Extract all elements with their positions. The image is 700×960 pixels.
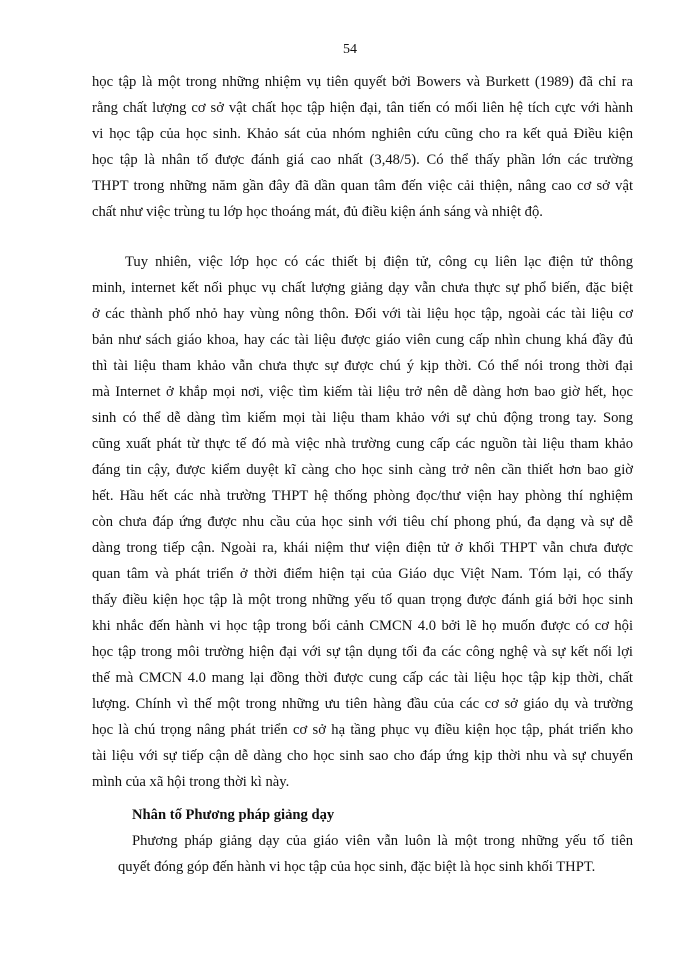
text-line: lượng. Chính vì thế một trong những ưu tiên hàng đầu của các cơ sở giáo dụ và trường — [92, 696, 633, 712]
text-line: thấy điều kiện học tập là một trong những yếu tố quan trọng được đánh giá bởi học sinh — [92, 592, 633, 608]
text-line: minh, internet kết nối phục vụ chất lượng giảng dạy vẫn chưa thực sự phổ biến, đặc biệt — [92, 280, 633, 296]
text-line: dàng trong tiếp cận. Ngoài ra, khái niệm thư viện điện tử ở khối THPT vẫn chưa được — [92, 540, 633, 556]
text-line: còn chưa đáp ứng được nhu cầu của học sinh với tiêu chí phong phú, đa dạng và sự dễ — [92, 514, 633, 530]
text-line: học là chú trọng nâng phát triển cơ sở hạ tầng phục vụ điều kiện học tập, phát triển kho — [92, 722, 633, 738]
text-line: quyết đóng góp đến hành vi học tập của học sinh, đặc biệt là học sinh khối THPT. — [118, 859, 596, 875]
text-line: học tập là một trong những nhiệm vụ tiên quyết bởi Bowers và Burkett (1989) đã chỉ ra — [92, 74, 633, 90]
text-line: khi nhắc đến hành vi học tập trong bối cảnh CMCN 4.0 bởi lẽ họ muốn được có cơ hội — [92, 618, 633, 634]
text-line: thế mà CMCN 4.0 mang lại đồng thời được cung cấp các tài liệu học tập kịp thời, chất — [92, 670, 633, 686]
text-line: cũng xuất phát từ thực tế đó mà việc nhà trường cung cấp các nguồn tài liệu tham khảo — [92, 436, 633, 452]
text-line: tài liệu với sự tiếp cận dễ dàng cho học sinh sao cho đáp ứng kịp thời nhu và sự chuyển — [92, 748, 633, 764]
text-line: mình của xã hội trong thời kì này. — [92, 774, 290, 790]
text-line: chất như việc trùng tu lớp học thoáng mát, đủ điều kiện ánh sáng và nhiệt độ. — [92, 204, 543, 220]
page-number: 54 — [343, 42, 357, 57]
text-line: Phương pháp giảng dạy của giáo viên vẫn luôn là một trong những yếu tố tiên — [132, 833, 633, 849]
text-line: mà Internet ở khắp mọi nơi, việc tìm kiếm tài liệu trở nên dễ dàng hơn bao giờ hết, học — [92, 384, 633, 400]
text-line: hết. Hầu hết các nhà trường THPT hệ thống phòng đọc/thư viện hay phòng thí nghiệm — [92, 488, 633, 504]
text-line: học tập trong môi trường hiện đại với sự tận dụng tối đa các công nghệ và sự kết nối lợi — [92, 644, 633, 660]
text-line: học tập là nhân tố được đánh giá cao nhất (3,48/5). Có thể thấy phần lớn các trường — [92, 152, 633, 168]
text-line: ở các thành phố nhỏ hay vùng nông thôn. Đối với tài liệu học tập, ngoài các tài liệu cơ — [92, 306, 633, 322]
text-line: vi học tập của học sinh. Khảo sát của nhóm nghiên cứu cũng cho ra kết quả Điều kiện — [92, 126, 633, 142]
text-line: đáng tin cậy, được kiểm duyệt kĩ càng cho học sinh càng trở nên cần thiết hơn bao giờ — [92, 462, 633, 478]
text-line: rằng chất lượng cơ sở vật chất học tập hiện đại, tân tiến có mối liên hệ tích cực với hành — [92, 100, 633, 116]
text-line: Tuy nhiên, việc lớp học có các thiết bị điện tử, công cụ liên lạc điện tử thông — [125, 254, 633, 270]
text-line: bản như sách giáo khoa, hay các tài liệu được giáo viên cung cấp nhìn chung khá đầy đủ — [92, 332, 633, 348]
text-line: sinh có thể dễ dàng tìm kiếm mọi tài liệu tham khảo với sự chủ động trong tay. Song — [92, 410, 633, 426]
text-line: quan tâm và phát triển ở thời điểm hiện tại của Giáo dục Việt Nam. Tóm lại, có thấy — [92, 566, 633, 582]
text-line: THPT trong những năm gần đây đã dần quan tâm đến việc cải thiện, nâng cao cơ sở vật — [92, 178, 633, 194]
text-line: thì tài liệu tham khảo vẫn chưa thực sự được chú ý kịp thời. Có thể nói trong thời đại — [92, 358, 633, 374]
section-heading: Nhân tố Phương pháp giảng dạy — [132, 807, 335, 823]
